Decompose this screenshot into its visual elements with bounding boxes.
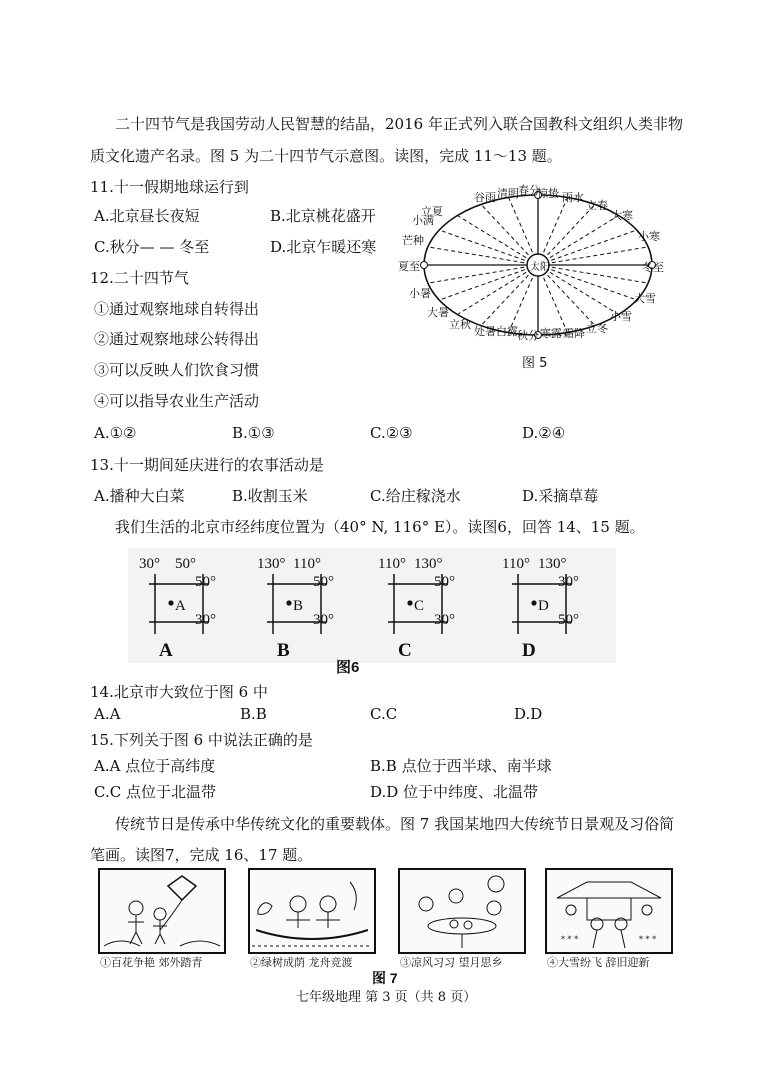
grid-letter: C: [398, 640, 412, 661]
grid-top-right-label: 130°: [414, 556, 443, 572]
q15-option-b: B.B 点位于西半球、南半球: [370, 757, 552, 775]
q12-statement-1: ①通过观察地球自转得出: [94, 300, 260, 318]
orbit-spoke: [538, 247, 648, 265]
q13-option-d: D.采摘草莓: [522, 487, 599, 505]
solar-term-label: 小暑: [409, 287, 431, 300]
q12-option-b: B.①③: [232, 424, 275, 442]
q12-option-a: A.①②: [94, 424, 137, 442]
q14-option-c: C.C: [370, 705, 398, 723]
q12-statement-3: ③可以反映人们饮食习惯: [94, 361, 260, 379]
grid-top-left-label: 130°: [257, 556, 286, 572]
q12-stem: 12.二十四节气: [90, 269, 189, 287]
sun-label: 太阳: [530, 262, 550, 273]
solar-term-label: 芒种: [402, 234, 424, 247]
solar-term-label: 小寒: [638, 230, 660, 243]
q11-option-b: B.北京桃花盛开: [270, 207, 376, 225]
solar-term-label: 惊蛰: [537, 187, 559, 200]
grid-right-bottom-label: 30°: [434, 612, 455, 628]
grid-top-right-label: 130°: [538, 556, 567, 572]
q14-option-d: D.D: [514, 705, 543, 723]
snow-icon: [547, 870, 671, 952]
q13-option-c: C.给庄稼浇水: [370, 487, 461, 505]
orbit-spoke: [428, 265, 538, 283]
q11-option-c: C.秋分— — 冬至: [94, 238, 210, 256]
grid-letter: A: [159, 640, 173, 661]
grid-top-left-label: 110°: [378, 556, 406, 572]
festival-sketch: [98, 868, 226, 954]
orbit-spoke: [538, 265, 648, 283]
page-footer: 七年级地理 第 3 页（共 8 页）: [296, 990, 477, 1005]
grid-right-top-label: 50°: [434, 574, 455, 590]
q15-stem: 15.下列关于图 6 中说法正确的是: [90, 731, 313, 749]
solar-term-label: 处暑: [474, 325, 496, 338]
fig5-caption: 图 5: [522, 356, 548, 371]
grid-right-top-label: 30°: [558, 574, 579, 590]
intro-line-1: 二十四节气是我国劳动人民智慧的结晶，2016 年正式列入联合国教科文组织人类非物: [115, 115, 683, 133]
solar-term-label: 雨水: [562, 191, 584, 204]
solar-term-label: 清明: [497, 187, 519, 200]
solar-term-label: 立春: [586, 199, 608, 212]
intro2: 我们生活的北京市经纬度位置为（40° N, 116° E）。读图6，回答 14、15 题。: [115, 518, 645, 536]
solar-term-label: 大暑: [427, 306, 449, 319]
solar-term-label: 小雪: [610, 310, 632, 323]
q12-statement-2: ②通过观察地球公转得出: [94, 330, 260, 348]
grid-letter: B: [277, 640, 290, 661]
q11-option-d: D.北京乍暖还寒: [270, 238, 377, 256]
grid-point-label: A: [175, 598, 186, 614]
grid-top-left-label: 30°: [139, 556, 160, 572]
q11-option-a: A.北京昼长夜短: [94, 207, 200, 225]
solar-term-label: 霜降: [563, 327, 585, 340]
q14-option-a: A.A: [94, 705, 121, 723]
intro3-line-2: 笔画。读图7，完成 16、17 题。: [90, 846, 313, 864]
solar-term-label: 夏至: [398, 260, 420, 273]
grid-right-bottom-label: 30°: [313, 612, 334, 628]
grid-letter: D: [522, 640, 536, 661]
q15-option-d: D.D 位于中纬度、北温带: [370, 783, 539, 801]
orbit-spoke: [428, 247, 538, 265]
solar-term-label: 大雪: [634, 292, 656, 305]
festival-caption: ①百花争艳 郊外踏青: [100, 956, 203, 969]
q13-stem: 13.十一期间延庆进行的农事活动是: [90, 456, 324, 474]
solar-term-label: 冬至: [642, 261, 664, 274]
grid-top-right-label: 110°: [293, 556, 321, 572]
solar-term-label: 秋分: [517, 329, 539, 342]
festival-caption: ④大雪纷飞 辞旧迎新: [547, 956, 650, 969]
solar-term-label: 大寒: [611, 209, 633, 222]
grid-right-bottom-label: 30°: [195, 612, 216, 628]
solar-term-label: 立冬: [586, 322, 608, 335]
dragon-boat-icon: [250, 870, 374, 952]
fig6-caption: 图6: [336, 659, 360, 676]
solar-term-label: 白露: [496, 325, 518, 338]
grid-top-right-label: 50°: [175, 556, 196, 572]
intro-line-2: 质文化遗产名录。图 5 为二十四节气示意图。读图，完成 11～13 题。: [90, 147, 562, 165]
svg-text:* * *: * * *: [639, 935, 657, 944]
festival-sketch: [545, 868, 673, 954]
grid-point-label: D: [538, 598, 549, 614]
kite-icon: [100, 870, 224, 952]
q12-option-d: D.②④: [522, 424, 566, 442]
festival-caption: ③凉风习习 望月思乡: [400, 956, 503, 969]
grid-right-bottom-label: 50°: [558, 612, 579, 628]
grid-right-top-label: 50°: [313, 574, 334, 590]
fig7-caption: 图 7: [372, 970, 398, 986]
q13-option-a: A.播种大白菜: [94, 487, 185, 505]
solar-term-label: 谷雨: [474, 191, 496, 204]
q14-option-b: B.B: [240, 705, 267, 723]
solar-term-label: 寒露: [540, 327, 562, 340]
grid-point-label: B: [293, 598, 304, 614]
q14-stem: 14.北京市大致位于图 6 中: [90, 683, 268, 701]
solar-term-label: 立夏: [421, 205, 443, 218]
q12-option-c: C.②③: [370, 424, 413, 442]
festival-sketch: [248, 868, 376, 954]
grid-point-label: C: [414, 598, 425, 614]
solar-term-label: 春分: [518, 184, 540, 197]
solar-term-label: 小满: [412, 214, 434, 227]
grid-right-top-label: 50°: [195, 574, 216, 590]
mooncake-icon: [400, 870, 524, 952]
q11-stem: 11.十一假期地球运行到: [90, 178, 249, 196]
solar-term-label: 立秋: [449, 318, 471, 331]
festival-caption: ②绿树成荫 龙舟竞渡: [250, 956, 353, 969]
grid-top-left-label: 110°: [502, 556, 530, 572]
festival-sketch: [398, 868, 526, 954]
q13-option-b: B.收割玉米: [232, 487, 308, 505]
svg-text:* * *: * * *: [561, 935, 579, 944]
intro3-line-1: 传统节日是传承中华传统文化的重要载体。图 7 我国某地四大传统节日景观及习俗简: [115, 815, 675, 833]
q15-option-a: A.A 点位于高纬度: [94, 757, 216, 775]
q12-statement-4: ④可以指导农业生产活动: [94, 392, 260, 410]
q15-option-c: C.C 点位于北温带: [94, 783, 216, 801]
